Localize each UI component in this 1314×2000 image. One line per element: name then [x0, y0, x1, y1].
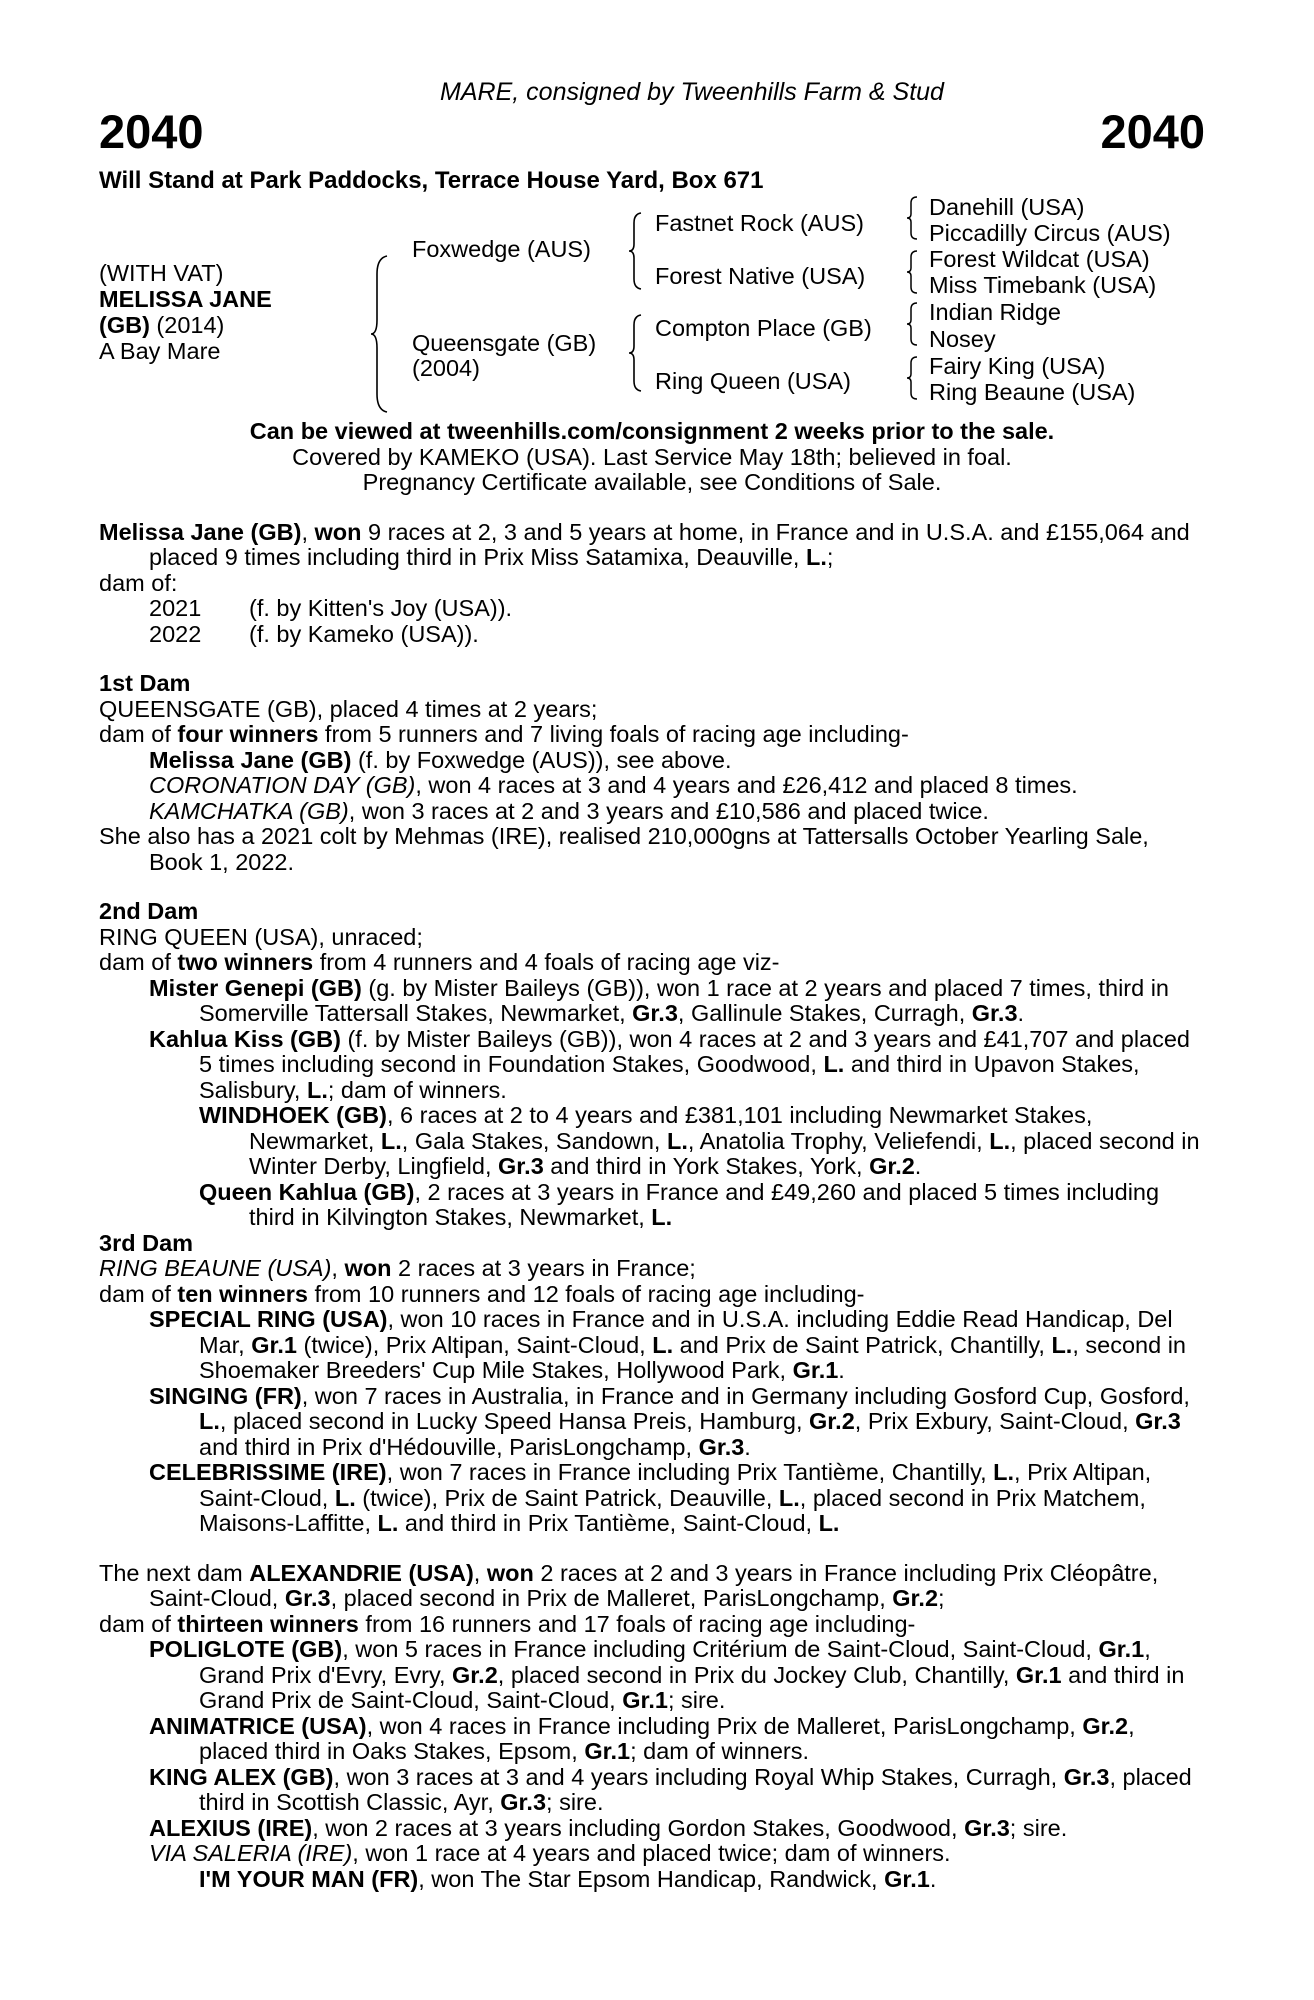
text: .: [914, 1153, 922, 1179]
text: , Gallinule Stakes, Curragh,: [677, 1000, 972, 1026]
pedigree-table: [99, 194, 1205, 409]
dam: Queensgate (GB): [412, 330, 597, 356]
dam-name: RING BEAUNE (USA): [99, 1255, 332, 1281]
produce-entry: [99, 1027, 1205, 1104]
text: , Prix Exbury, Saint-Cloud,: [854, 1408, 1136, 1434]
grandsire-1: Danehill (USA): [929, 194, 1085, 220]
grade: Gr.3: [971, 1000, 1018, 1026]
sire-dam: Forest Native (USA): [655, 263, 866, 289]
grade: Gr.2: [452, 1661, 498, 1688]
grade: L.: [993, 1459, 1015, 1485]
won: won: [344, 1255, 392, 1281]
grade: L.: [818, 1510, 840, 1536]
first-dam-heading: 1st Dam: [99, 670, 191, 696]
produce-entry: [99, 976, 1205, 1027]
text: and third in Grand Prix de Saint-Cloud, Saint-Cloud,: [199, 1661, 1185, 1713]
text: , won 2 races at 3 years including Gordon Stakes, Goodwood,: [312, 1814, 965, 1841]
text: , Gala Stakes, Sandown,: [401, 1127, 667, 1154]
produce-name: CELEBRISSIME (IRE): [149, 1459, 387, 1485]
horse-name-text: MELISSA JANE: [99, 286, 272, 312]
text: 2 races at 2 and 3 years in France including Prix Cléopâtre, Saint-Cloud,: [149, 1559, 1159, 1611]
produce-name: ANIMATRICE (USA): [149, 1712, 367, 1739]
pregnancy-note: Pregnancy Certificate available, see Conditions of Sale.: [362, 469, 942, 495]
text: (f. by Foxwedge (AUS)), see above.: [351, 746, 732, 773]
produce-name: POLIGLOTE (GB): [149, 1636, 343, 1662]
text: .: [838, 1357, 845, 1383]
text: (g. by Mister Baileys (GB)), won 1 race at 2 years and placed 7 times, third in Somerville Tattersall Stakes, Newmarket,: [199, 974, 1170, 1026]
text: , won 10 races in France and in U.S.A. including Eddie Read Handicap, Del Mar,: [199, 1306, 1173, 1358]
produce-entry: [99, 1816, 1205, 1842]
text: ; dam of winners.: [630, 1738, 809, 1764]
grade: Gr.1: [1098, 1636, 1145, 1662]
produce-name: Queen Kahlua (GB): [199, 1178, 415, 1205]
produce-entry: [99, 799, 1205, 825]
horse-year: (2014): [149, 312, 225, 338]
text: , won 7 races in Australia, in France and in Germany including Gosford Cup, Gosford,: [301, 1382, 1190, 1409]
produce-entry: [99, 1103, 1205, 1180]
dam-name: ALEXANDRIE (USA): [249, 1559, 474, 1586]
produce-entry: [99, 748, 1205, 774]
dam-dam: Ring Queen (USA): [655, 368, 851, 394]
produce-entry: [99, 1867, 1205, 1893]
winners-count: ten winners: [177, 1280, 308, 1307]
grade: Gr.2: [869, 1153, 915, 1179]
produce-name: Mister Genepi (GB): [149, 974, 362, 1001]
text: , won The Star Epsom Handicap, Randwick,: [418, 1865, 885, 1892]
grade: L.: [666, 1127, 688, 1154]
grade: Gr.1: [584, 1738, 631, 1764]
text: ,: [331, 1255, 345, 1281]
foal-text: (f. by Kitten's Joy (USA)).: [249, 595, 513, 621]
text: , won 4 races in France including Prix de Malleret, ParisLongchamp,: [366, 1712, 1083, 1739]
grade: Gr.3: [1135, 1408, 1181, 1434]
produce-name: SPECIAL RING (USA): [149, 1306, 388, 1332]
produce-entry: [99, 1460, 1205, 1537]
grade: Gr.3: [1063, 1763, 1110, 1790]
produce-entry: [99, 1714, 1205, 1765]
intro-name: Melissa Jane (GB): [99, 518, 302, 545]
text: from 16 runners and 17 foals of racing age including-: [358, 1610, 916, 1637]
brace-g1: [905, 195, 921, 241]
first-dam-line: QUEENSGATE (GB), placed 4 times at 2 years;: [99, 695, 598, 722]
text: ;: [938, 1585, 945, 1611]
dam-year: (2004): [412, 355, 480, 381]
text: ; dam of winners.: [327, 1076, 507, 1103]
foal-row: [99, 596, 1205, 622]
produce-name: SINGING (FR): [149, 1382, 302, 1409]
lot-number-row: [99, 104, 1205, 158]
sire: Foxwedge (AUS): [412, 236, 591, 262]
text: 2 races at 3 years in France;: [391, 1255, 696, 1281]
grade: L.: [380, 1127, 402, 1154]
produce-entry: [99, 1307, 1205, 1384]
text: , 2 races at 3 years in France and £49,260 and placed 5 times including third in Kilvington Stakes, Newmarket,: [249, 1178, 1160, 1230]
text: from 5 runners and 7 living foals of racing age including-: [318, 721, 909, 747]
winners-count: two winners: [177, 949, 314, 975]
viewing-note: Can be viewed at tweenhills.com/consignment 2 weeks prior to the sale.: [249, 418, 1055, 444]
text: and third in Upavon Stakes, Salisbury,: [199, 1051, 1140, 1103]
grade: L.: [651, 1204, 673, 1230]
grade: Gr.1: [1015, 1661, 1062, 1688]
text: and third in Prix Tantième, Saint-Cloud,: [398, 1510, 819, 1536]
grade: Gr.3: [964, 1814, 1010, 1841]
next-dam-dam-of: [99, 1612, 1205, 1638]
grade: Gr.1: [792, 1357, 839, 1383]
produce-name: Melissa Jane (GB): [149, 746, 352, 773]
grade: Gr.2: [892, 1585, 939, 1611]
intro-text: 9 races at 2, 3 and 5 years at home, in France and in U.S.A. and £155,064 and placed 9 times including third in Prix Miss Satamixa, Deauville,: [149, 518, 1190, 570]
grade: L.: [652, 1331, 674, 1358]
third-dam-dam-of: [99, 1282, 1205, 1308]
produce-name: KAMCHATKA (GB): [149, 797, 349, 824]
horse-name: [99, 287, 272, 313]
text: The next dam: [99, 1559, 250, 1586]
dam-sire: Compton Place (GB): [655, 315, 872, 341]
grade: Gr.3: [498, 1153, 544, 1179]
granddam-4: Ring Beaune (USA): [929, 379, 1136, 405]
grade: L.: [989, 1127, 1011, 1154]
text: , 6 races at 2 to 4 years and £381,101 including Newmarket Stakes, Newmarket,: [249, 1102, 1093, 1154]
text: dam of: [99, 1610, 178, 1637]
text: ; sire.: [1009, 1814, 1068, 1841]
text: , placed third in Oaks Stakes, Epsom,: [199, 1712, 1135, 1764]
text: , Grand Prix d'Evry, Evry,: [199, 1636, 1151, 1688]
grandsire-3: Indian Ridge: [929, 299, 1061, 325]
produce-name: VIA SALERIA (IRE): [149, 1840, 353, 1866]
foal-year: 2022: [149, 620, 202, 647]
text: , won 4 races at 3 and 4 years and £26,412 and placed 8 times.: [415, 772, 1078, 798]
produce-entry: [99, 773, 1205, 799]
granddam-1: Piccadilly Circus (AUS): [929, 220, 1171, 246]
produce-entry: [99, 1765, 1205, 1816]
first-dam-dam-of: [99, 722, 1205, 748]
brace-g2: [905, 249, 921, 295]
intro-won: won: [314, 518, 362, 545]
produce-entry: [99, 1637, 1205, 1714]
intro-paragraph: Melissa Jane (GB), won 9 races at 2, 3 and 5 years at home, in France and in U.S.A. and £155,064 and placed 9 times including third in Prix Miss Satamixa, Deauville, L.;: [99, 518, 1190, 570]
produce-name: ALEXIUS (IRE): [149, 1814, 313, 1841]
produce-entry: [99, 1384, 1205, 1461]
produce-name: WINDHOEK (GB): [199, 1102, 387, 1128]
grade: L.: [199, 1408, 220, 1434]
text: , placed second in Prix de Malleret, ParisLongchamp,: [330, 1585, 893, 1611]
produce-name: Kahlua Kiss (GB): [149, 1025, 341, 1052]
produce-name: CORONATION DAY (GB): [149, 772, 416, 798]
covered-note: Covered by KAMEKO (USA). Last Service May 18th; believed in foal.: [292, 443, 1012, 470]
winners-count: thirteen winners: [177, 1610, 359, 1637]
text: , won 3 races at 3 and 4 years including Royal Whip Stakes, Curragh,: [333, 1763, 1064, 1790]
foal-year: 2021: [149, 595, 202, 621]
brace-sire: [627, 211, 647, 291]
stand-location: Will Stand at Park Paddocks, Terrace House Yard, Box 671: [99, 166, 764, 194]
next-dam-line: [99, 1561, 1205, 1612]
third-dam-line: [99, 1256, 1205, 1282]
text: , placed second in Prix du Jockey Club, Chantilly,: [497, 1661, 1016, 1688]
first-dam-also: She also has a 2021 colt by Mehmas (IRE), realised 210,000gns at Tattersalls October Yearling Sale, Book 1, 2022.: [99, 823, 1149, 875]
text: dam of: [99, 1280, 178, 1307]
second-dam-dam-of: [99, 950, 1205, 976]
text: .: [929, 1865, 937, 1892]
text: ,: [473, 1559, 487, 1586]
grade: Gr.1: [622, 1687, 668, 1713]
text: , placed second in Prix Matchem, Maisons-Laffitte,: [199, 1484, 1146, 1536]
brace-dam: [627, 313, 647, 393]
text: , second in Shoemaker Breeders' Cup Mile Stakes, Hollywood Park,: [199, 1331, 1186, 1383]
brace-g3: [905, 301, 921, 347]
grade: L.: [334, 1484, 356, 1511]
grandsire-2: Forest Wildcat (USA): [929, 246, 1150, 272]
text: , placed second in Winter Derby, Lingfield,: [249, 1127, 1200, 1179]
grade: L.: [1051, 1331, 1073, 1358]
won: won: [486, 1559, 534, 1586]
text: dam of: [99, 721, 178, 747]
grandsire-4: Fairy King (USA): [929, 353, 1106, 379]
brace-g4: [905, 355, 921, 401]
lot-number-right: 2040: [1100, 104, 1205, 158]
text: from 4 runners and 4 foals of racing age viz-: [313, 949, 780, 975]
text: , won 5 races in France including Critérium de Saint-Cloud, Saint-Cloud,: [342, 1636, 1099, 1662]
foal-row: [99, 622, 1205, 648]
text: .: [744, 1433, 751, 1460]
grade: L.: [377, 1510, 399, 1536]
produce-entry: [99, 1180, 1205, 1231]
text: and third in York Stakes, York,: [543, 1153, 870, 1179]
granddam-3: Nosey: [929, 326, 996, 352]
produce-name: I'M YOUR MAN (FR): [199, 1865, 419, 1892]
text: and Prix de Saint Patrick, Chantilly,: [673, 1331, 1052, 1358]
text: , placed third in Scottish Classic, Ayr,: [199, 1763, 1192, 1815]
grade: L.: [778, 1484, 800, 1511]
text: ; sire.: [667, 1687, 726, 1713]
text: , won 3 races at 2 and 3 years and £10,586 and placed twice.: [348, 797, 989, 824]
intro-dam-of: dam of:: [99, 569, 178, 596]
lot-number-left: 2040: [99, 104, 204, 158]
foal-text: (f. by Kameko (USA)).: [249, 620, 479, 647]
catalogue-page: [99, 80, 1205, 1892]
text: dam of: [99, 949, 178, 975]
text: ; sire.: [546, 1789, 604, 1815]
grade: Gr.2: [1082, 1712, 1129, 1739]
text: (f. by Mister Baileys (GB)), won 4 races at 2 and 3 years and £41,707 and placed 5 times including second in Foundation Stakes, Goodwood,: [199, 1025, 1191, 1077]
intro-listed: L.: [805, 544, 827, 570]
grade: Gr.3: [698, 1433, 745, 1460]
third-dam-heading: 3rd Dam: [99, 1229, 194, 1256]
horse-origin: (GB): [99, 312, 150, 338]
text: (twice), Prix de Saint Patrick, Deauville,: [355, 1484, 779, 1511]
text: (twice), Prix Altipan, Saint-Cloud,: [296, 1331, 653, 1358]
produce-name: KING ALEX (GB): [149, 1763, 334, 1790]
grade: Gr.3: [284, 1585, 331, 1611]
second-dam-line: RING QUEEN (USA), unraced;: [99, 923, 423, 950]
horse-origin-year: [99, 313, 224, 339]
grade: Gr.2: [809, 1408, 855, 1434]
grade: L.: [306, 1076, 328, 1103]
text: , placed second in Lucky Speed Hansa Preis, Hamburg,: [219, 1408, 810, 1434]
horse-description: A Bay Mare: [99, 338, 221, 364]
consignment-line: MARE, consigned by Tweenhills Farm & Stud: [440, 78, 944, 106]
text: , won 7 races in France including Prix Tantième, Chantilly,: [386, 1459, 994, 1485]
brace-parents: [369, 254, 393, 414]
text: , won 1 race at 4 years and placed twice; dam of winners.: [352, 1840, 951, 1866]
winners-count: four winners: [177, 721, 319, 747]
grade: Gr.3: [632, 1000, 678, 1026]
second-dam-heading: 2nd Dam: [99, 898, 199, 924]
text: from 10 runners and 12 foals of racing age including-: [307, 1280, 865, 1307]
grade: Gr.1: [251, 1331, 297, 1358]
text: , Prix Altipan, Saint-Cloud,: [199, 1459, 1152, 1511]
text: and third in Prix d'Hédouville, ParisLongchamp,: [199, 1433, 699, 1460]
granddam-2: Miss Timebank (USA): [929, 272, 1157, 298]
grade: L.: [823, 1051, 845, 1077]
sire-sire: Fastnet Rock (AUS): [655, 210, 864, 236]
grade: Gr.3: [500, 1789, 547, 1815]
produce-entry: [99, 1841, 1205, 1867]
intro-end: ;: [826, 544, 834, 570]
vat-label: (WITH VAT): [99, 260, 224, 286]
grade: Gr.1: [884, 1865, 930, 1892]
text: , Anatolia Trophy, Veliefendi,: [687, 1127, 990, 1154]
text: .: [1017, 1000, 1025, 1026]
